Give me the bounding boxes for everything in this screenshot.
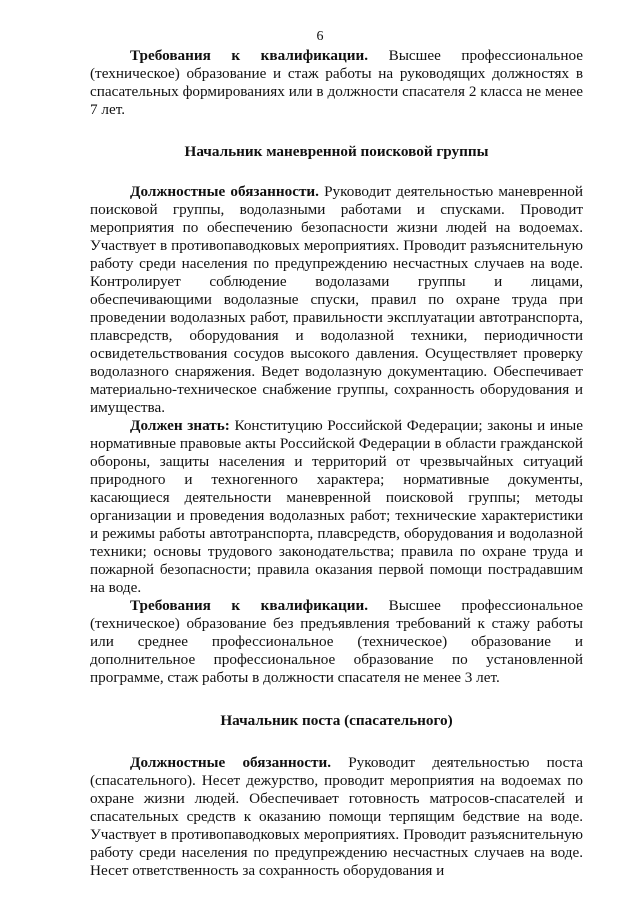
duties-paragraph: [90, 183, 583, 417]
page-number: 6: [316, 29, 324, 44]
duties-paragraph: [90, 754, 583, 880]
paragraph-text: Руководит деятельностью маневренной поисковой группы, водолазными работами и спусками. Проводит мероприятия по обеспечению безопасности жизни людей на водоемах. Участвует в противопаводковых мероприятиях. Проводит разъяснительную работу среди населения по предупреждению несчастных случаев на воде. Контролирует соблюдение водолазами группы и лицами, обеспечивающими водолазные спуски, правил по охране труда при проведении водолазных работ, правильности эксплуатации автотранспорта, плавсредств, оборудования и водолазной техники, периодичности освидетельствования сосудов высокого давления. Осуществляет проверку водолазного снаряжения. Ведет водолазную документацию. Обеспечивает материально-техническое снабжение группы, сохранность оборудования и имущества.: [90, 183, 583, 416]
section-heading-rescue-post-chief: Начальник поста (спасательного): [220, 712, 453, 729]
paragraph-text: Высшее профессиональное (техническое) образование без предъявления требований к стажу работы или среднее профессиональное (техническое) образование и дополнительное профессиональное образование по установленной программе, стаж работы в должности спасателя не менее 3 лет.: [90, 597, 583, 686]
qualification-requirements-paragraph: [90, 47, 583, 119]
paragraph-lead: Должен знать:: [130, 417, 230, 434]
paragraph-lead: Требования к квалификации.: [130, 47, 369, 64]
paragraph-text: Конституцию Российской Федерации; законы и иные нормативные правовые акты Российской Федерации в области гражданской обороны, защиты населения и территорий от чрезвычайных ситуаций природного и техногенного характера; нормативные документы, касающиеся деятельности маневренной поисковой группы; методы организации и проведения водолазных работ; технические характеристики и режимы работы автотранспорта, плавсредств, оборудования и водолазной техники; основы трудового законодательства; правила по охране труда и пожарной безопасности; правила оказания первой помощи пострадавшим на воде.: [90, 417, 583, 596]
document-body: [90, 47, 583, 880]
paragraph-text: Высшее профессиональное (техническое) образование и стаж работы на руководящих должностях в спасательных формированиях или в должности спасателя 2 класса не менее 7 лет.: [90, 47, 583, 118]
section-heading-search-group-chief: Начальник маневренной поисковой группы: [184, 143, 489, 160]
must-know-paragraph: [90, 417, 583, 597]
paragraph-lead: Должностные обязанности.: [130, 183, 319, 200]
paragraph-lead: Должностные обязанности.: [130, 754, 332, 771]
paragraph-lead: Требования к квалификации.: [130, 597, 369, 614]
paragraph-text: Руководит деятельностью поста (спасательного). Несет дежурство, проводит мероприятия на водоемах по охране жизни людей. Обеспечивает готовность матросов-спасателей и спасательных средств к оказанию помощи терпящим бедствие на воде. Участвует в противопаводковых мероприятиях. Проводит разъяснительную работу среди населения по предупреждению несчастных случаев на воде. Несет ответственность за сохранность оборудования и: [90, 754, 583, 879]
qualification-requirements-paragraph: [90, 597, 583, 687]
